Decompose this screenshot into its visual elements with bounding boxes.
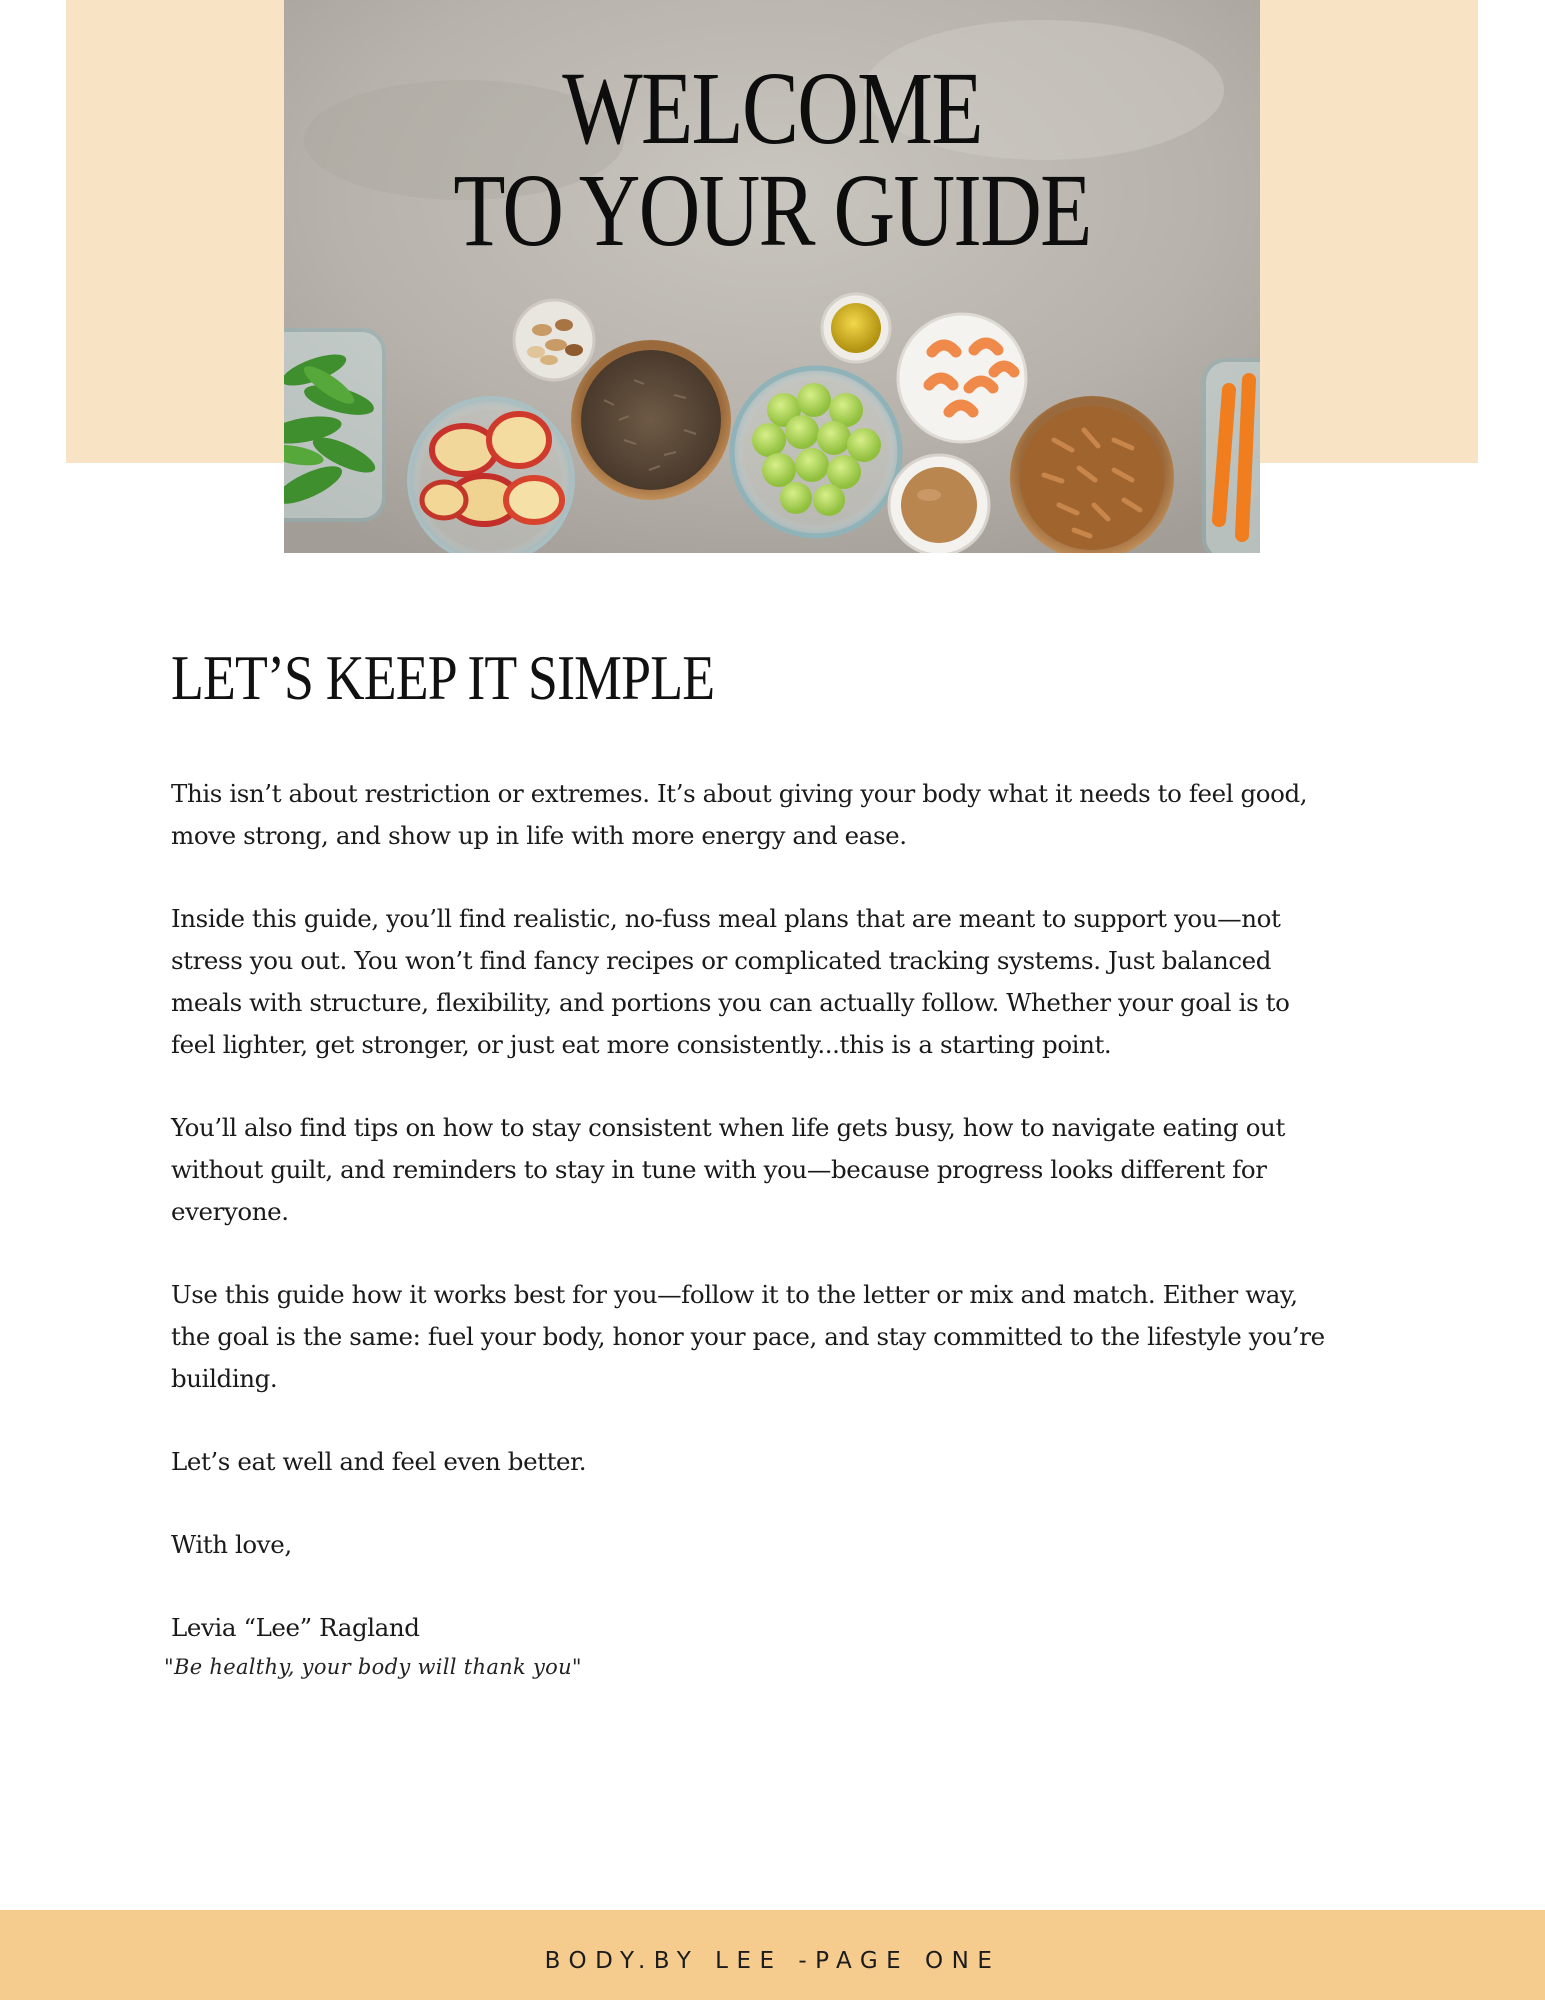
snap-peas-container [284,330,384,520]
peach-slices-bowl [409,398,573,553]
paragraph-closing-line: Let’s eat well and feel even better. [171,1447,587,1476]
paragraph-tips: You’ll also find tips on how to stay consistent when life gets busy, how to navigate eating out without guilt, and reminders to stay in tune with you—because progress looks different for everyone. [171,1113,1285,1226]
hero-title-line-2: TO YOUR GUIDE [453,153,1091,268]
olive-oil-bowl [822,294,890,362]
fusilli-pasta-bowl [1010,396,1174,553]
shrimp-bowl [898,314,1026,442]
paragraph-usage: Use this guide how it works best for you—follow it to the letter or mix and match. Either way, the goal is the same: fuel your body, honor your pace, and stay committed to the lifestyle you’re building. [171,1280,1325,1393]
green-grapes-bowl [732,368,900,536]
carrot-sticks-container [1204,360,1260,553]
motto-quote: "Be healthy, your body will thank you" [164,1655,582,1679]
peanut-sauce-bowl [889,455,989,553]
paragraph-inside-guide: Inside this guide, you’ll find realistic, no-fuss meal plans that are meant to support you—not stress you out. You won’t find fancy recipes or complicated tracking systems. Just balanced meals with structure, flexibility, and portions you can actually follow. Whether your goal is to feel lighter, get stronger, or just eat more consistently...this is a starting point. [171,904,1290,1059]
paragraph-intro: This isn’t about restriction or extremes. It’s about giving your body what it needs to feel good, move strong, and show up in life with more energy and ease. [171,779,1308,850]
hero-title-line-1: WELCOME [562,51,982,166]
footer-band [0,1910,1545,2000]
letter-body [171,773,1331,1649]
hero-image [284,0,1260,553]
signoff-closing: With love, [171,1530,292,1559]
hero-title [372,51,1172,268]
wild-rice-bowl [571,340,731,500]
footer-text: BODY.BY LEE -PAGE ONE [544,1948,1001,1974]
section-title: LET’S KEEP IT SIMPLE [171,642,715,713]
mixed-nuts-bowl [514,300,594,380]
signoff-name: Levia “Lee” Ragland [171,1613,420,1642]
